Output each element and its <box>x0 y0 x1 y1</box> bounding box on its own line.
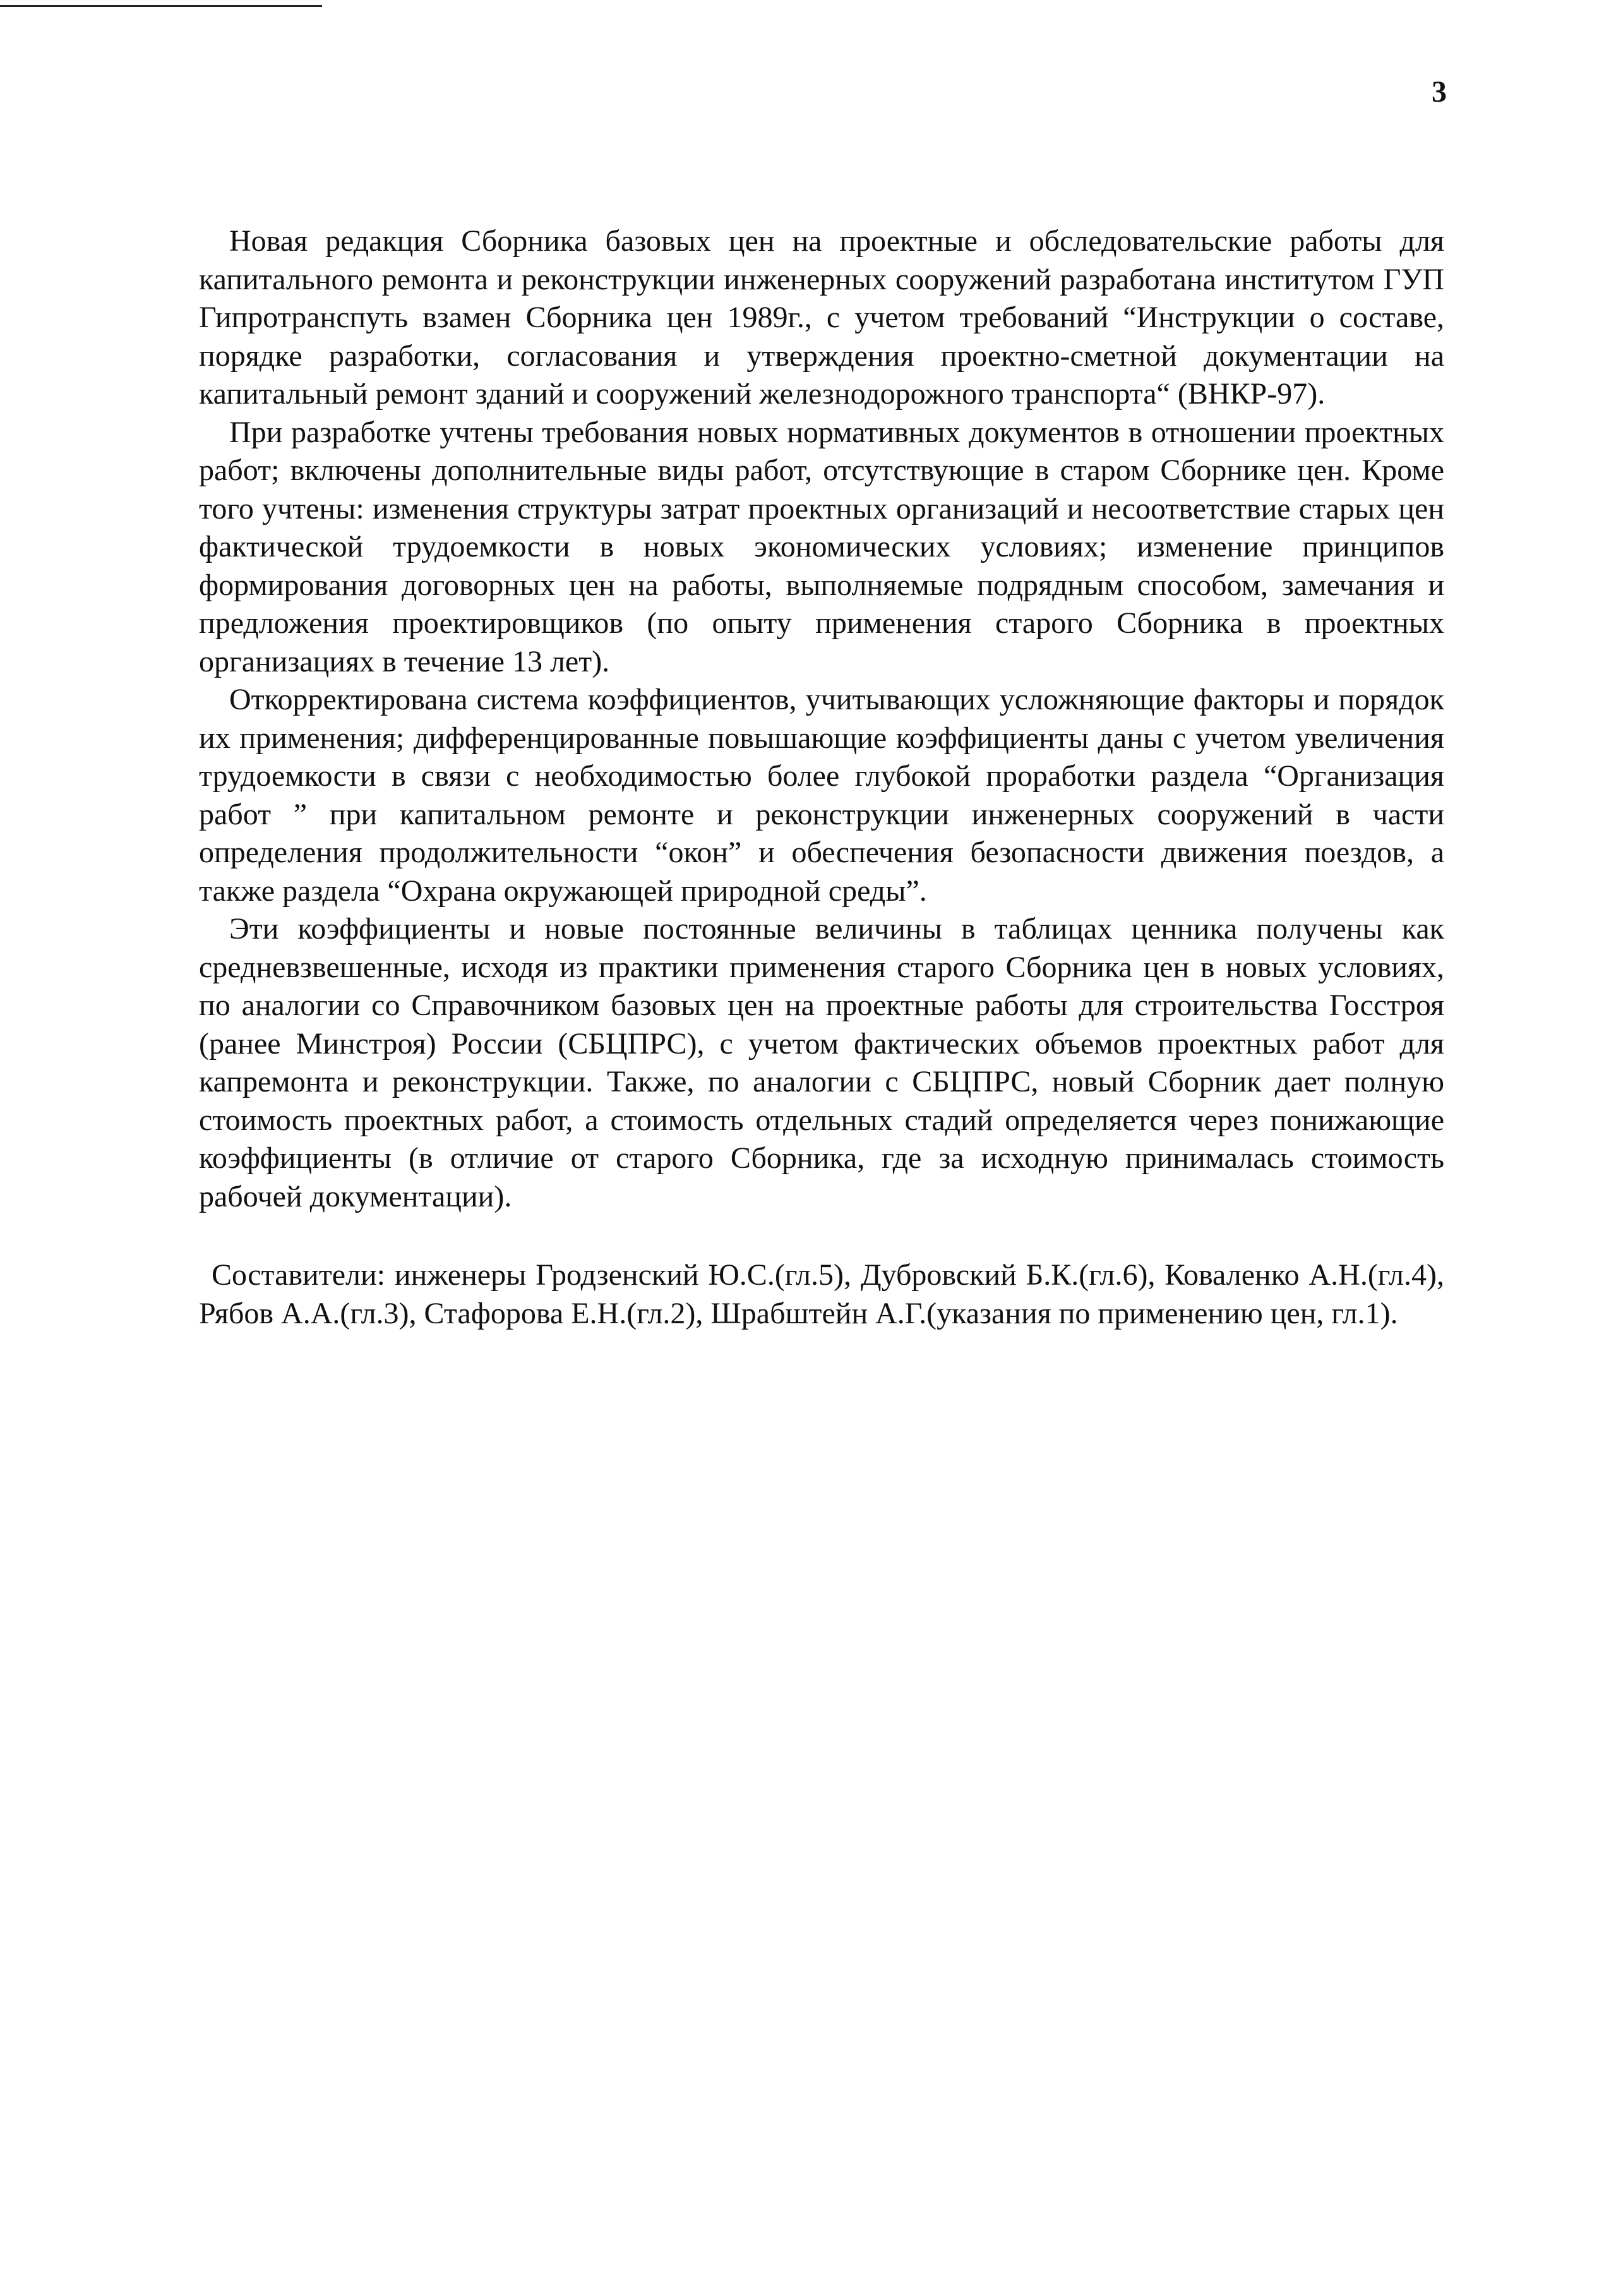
page-number: 3 <box>1432 75 1447 109</box>
paragraph-weighted-values: Эти коэффициенты и новые постоянные величины в таблицах ценника получены как средневзвешенные, исходя из практики применения старого Сборника цен в новых условиях, по аналогии со Справочником базовых цен на проектные работы для строительства Госстроя (ранее Минстроя) России (СБЦПРС), с учетом фактических объемов проектных работ для капремонта и реконструкции. Также, по аналогии с СБЦПРС, новый Сборник дает полную стоимость проектных работ, а стоимость отдельных стадий определяется через понижающие коэффициенты (в отличие от старого Сборника, где за исходную принималась стоимость рабочей документации). <box>199 912 1444 1213</box>
authors-paragraph: Составители: инженеры Гродзенский Ю.С.(гл.5), Дубровский Б.К.(гл.6), Коваленко А.Н.(гл.4), Рябов А.А.(гл.3), Стафорова Е.Н.(гл.2), Шрабштейн А.Г.(указания по применению цен, гл.1). <box>199 1258 1444 1330</box>
paragraph-new-edition: Новая редакция Сборника базовых цен на проектные и обследовательские работы для капитального ремонта и реконструкции инженерных сооружений разработана институтом ГУП Гипротранспуть взамен Сборника цен 1989г., с учетом требований “Инструкции о составе, порядке разработки, согласования и утверждения проектно-сметной документации на капитальный ремонт зданий и сооружений железнодорожного транспорта“ (ВНКР-97). <box>199 224 1444 411</box>
document-body <box>199 222 1444 1333</box>
top-rule <box>0 5 322 7</box>
paragraph-coefficients: Откорректирована система коэффициентов, учитывающих усложняющие факторы и порядок их применения; дифференцированные повышающие коэффициенты даны с учетом увеличения трудоемкости в связи с необходимостью более глубокой проработки раздела “Организация работ ” при капитальном ремонте и реконструкции инженерных сооружений в части определения продолжительности “окон” и обеспечения безопасности движения поездов, а также раздела “Охрана окружающей природной среды”. <box>199 683 1444 908</box>
paragraph-requirements: При разработке учтены требования новых нормативных документов в отношении проектных работ; включены дополнительные виды работ, отсутствующие в старом Сборнике цен. Кроме того учтены: изменения структуры затрат проектных организаций и несоответствие старых цен фактической трудоемкости в новых экономических условиях; изменение принципов формирования договорных цен на работы, выполняемые подрядным способом, замечания и предложения проектировщиков (по опыту применения старого Сборника в проектных организациях в течение 13 лет). <box>199 415 1444 678</box>
